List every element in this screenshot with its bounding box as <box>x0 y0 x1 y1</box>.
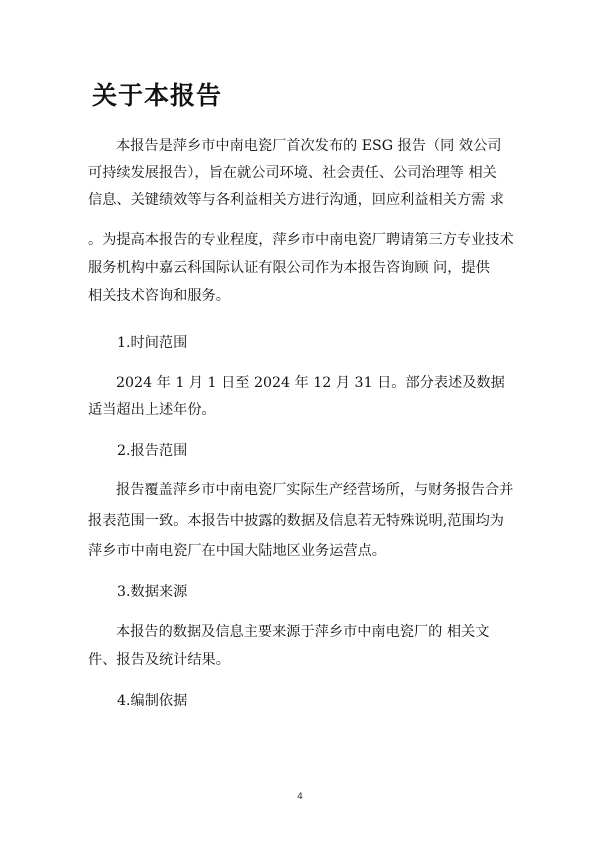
section-3-line-1: 本报告的数据及信息主要来源于萍乡市中南电瓷厂的 相关文 <box>116 624 490 640</box>
section-heading-report-scope: 2.报告范围 <box>117 443 188 459</box>
page-number: 4 <box>297 792 303 802</box>
section-1-line-2: 适当超出上述年份。 <box>88 402 216 418</box>
section-heading-compilation-basis: 4.编制依据 <box>117 693 188 709</box>
section-heading-data-source: 3.数据来源 <box>117 584 188 600</box>
section-2-line-1: 报告覆盖萍乡市中南电瓷厂实际生产经营场所，与财务报告合并 <box>116 482 514 498</box>
section-heading-time-range: 1.时间范围 <box>117 335 188 351</box>
page-title: 关于本报告 <box>92 81 223 110</box>
section-1-line-1: 2024 年 1 月 1 日至 2024 年 12 月 31 日。部分表述及数据 <box>116 375 505 391</box>
intro-line-4: 。为提高本报告的专业程度，萍乡市中南电瓷厂聘请第三方专业技术 <box>88 232 514 248</box>
intro-line-3: 信息、关键绩效等与各利益相关方进行沟通，回应利益相关方需 求 <box>88 192 504 208</box>
section-2-line-2: 报表范围一致。本报告中披露的数据及信息若无特殊说明,范围均为 <box>88 513 504 529</box>
section-3-line-2: 件、报告及统计结果。 <box>88 652 230 668</box>
intro-line-6: 相关技术咨询和服务。 <box>88 288 230 304</box>
intro-line-2: 可持续发展报告），旨在就公司环境、社会责任、公司治理等 相关 <box>88 165 497 181</box>
section-2-line-3: 萍乡市中南电瓷厂在中国大陆地区业务运营点。 <box>88 543 386 559</box>
intro-line-1: 本报告是萍乡市中南电瓷厂首次发布的 ESG 报告（同 效公司 <box>116 138 502 154</box>
intro-line-5: 服务机构中嘉云科国际认证有限公司作为本报告咨询顾 问，提供 <box>88 260 490 276</box>
